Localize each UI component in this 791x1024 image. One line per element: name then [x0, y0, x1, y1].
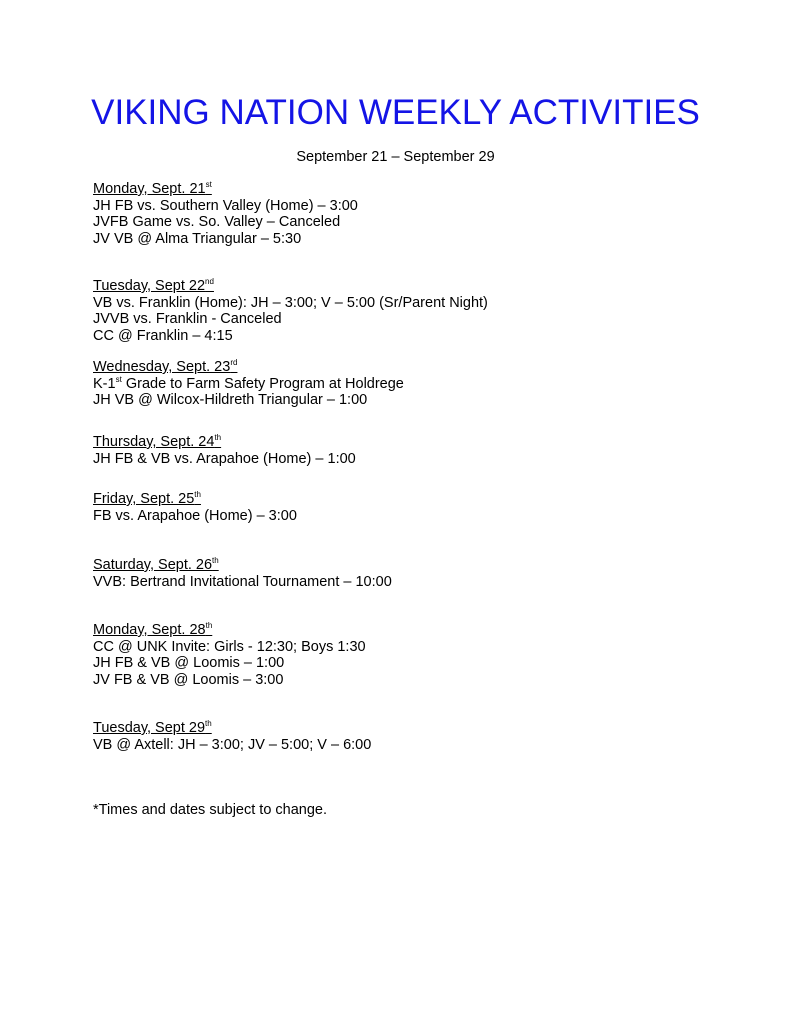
event-line: JH FB vs. Southern Valley (Home) – 3:00 — [93, 197, 358, 214]
day-section-friday-25 — [93, 491, 297, 524]
day-heading: Monday, Sept. 21st — [93, 180, 212, 197]
day-heading: Monday, Sept. 28th — [93, 621, 213, 638]
disclaimer-footnote: *Times and dates subject to change. — [93, 802, 328, 818]
event-line: CC @ UNK Invite: Girls - 12:30; Boys 1:30 — [93, 638, 366, 655]
event-line: FB vs. Arapahoe (Home) – 3:00 — [93, 507, 297, 524]
event-line: K-1st Grade to Farm Safety Program at Holdrege — [93, 374, 404, 392]
event-line: JH VB @ Wilcox-Hildreth Triangular – 1:00 — [93, 392, 368, 408]
event-line: VB @ Axtell: JH – 3:00; JV – 5:00; V – 6:00 — [93, 736, 372, 753]
day-section-monday-21 — [93, 181, 358, 247]
day-heading: Tuesday, Sept 22nd — [93, 277, 214, 294]
day-heading: Friday, Sept. 25th — [93, 490, 201, 507]
event-line: VB vs. Franklin (Home): JH – 3:00; V – 5:00 (Sr/Parent Night) — [93, 294, 488, 311]
day-heading: Saturday, Sept. 26th — [93, 556, 219, 573]
event-line: JV FB & VB @ Loomis – 3:00 — [93, 671, 284, 688]
event-line: JVVB vs. Franklin - Canceled — [93, 311, 282, 327]
day-section-tuesday-29 — [93, 720, 371, 753]
event-line: JV VB @ Alma Triangular – 5:30 — [93, 230, 302, 247]
event-line: JVFB Game vs. So. Valley – Canceled — [93, 214, 341, 230]
day-section-thursday-24 — [93, 434, 356, 467]
day-heading: Thursday, Sept. 24th — [93, 433, 222, 450]
page-title: VIKING NATION WEEKLY ACTIVITIES — [91, 93, 700, 132]
day-section-wednesday-23 — [93, 359, 404, 409]
day-section-saturday-26 — [93, 557, 392, 590]
day-section-monday-28 — [93, 622, 366, 688]
event-line: JH FB & VB vs. Arapahoe (Home) – 1:00 — [93, 450, 356, 467]
event-line: CC @ Franklin – 4:15 — [93, 327, 233, 344]
day-heading: Tuesday, Sept 29th — [93, 719, 212, 736]
day-heading: Wednesday, Sept. 23rd — [93, 358, 238, 375]
day-section-tuesday-22 — [93, 278, 488, 344]
date-range: September 21 – September 29 — [296, 149, 495, 165]
event-line: VVB: Bertrand Invitational Tournament – 10:00 — [93, 573, 392, 590]
event-line: JH FB & VB @ Loomis – 1:00 — [93, 655, 285, 671]
